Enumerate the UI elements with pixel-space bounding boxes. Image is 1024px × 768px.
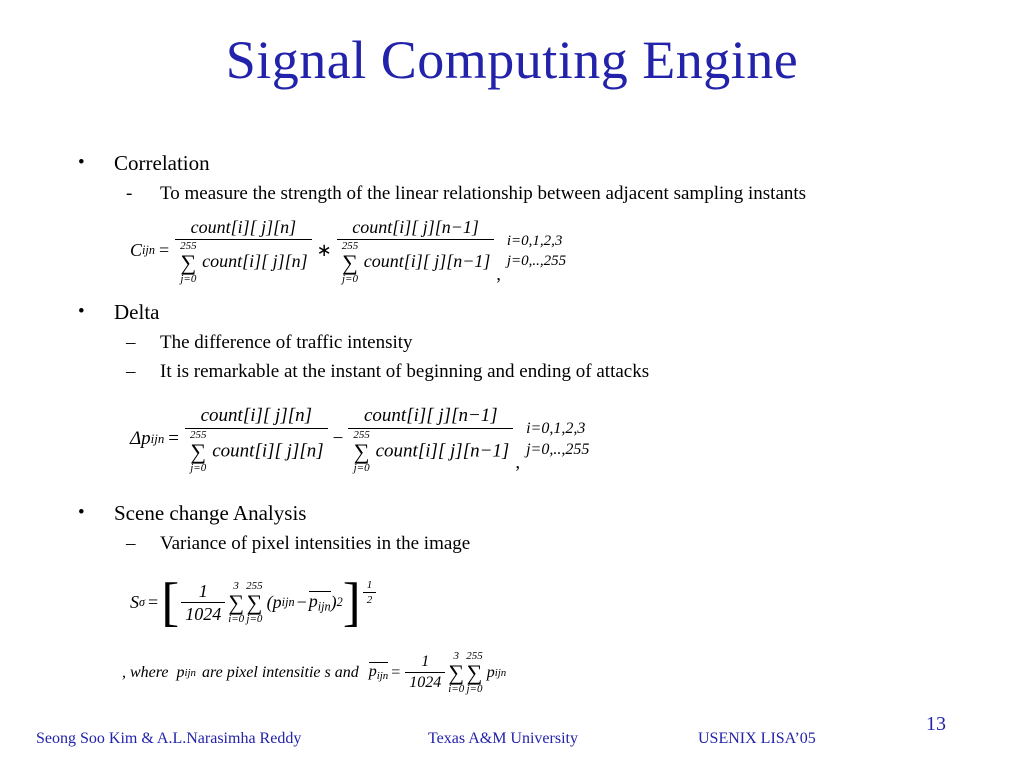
eq-comma: , (496, 263, 501, 284)
eq-equals: = (148, 592, 159, 613)
where-prefix: , where (122, 663, 169, 681)
eq-denominator (185, 428, 328, 474)
eq-numerator: 1 (421, 653, 430, 671)
eq-numerator: count[i][ j][n] (190, 217, 297, 237)
where-pbar (369, 662, 388, 683)
bullet-marker: • (78, 152, 85, 173)
sum-upper-limit: 255 (466, 649, 483, 662)
where-pbar-sub: ijn (376, 670, 389, 683)
term-p: p (272, 592, 282, 613)
eq-fraction-coeff (181, 581, 225, 625)
bullet-scene-change (70, 500, 970, 526)
term-pbar (309, 591, 331, 614)
footer-conference: USENIX LISA’05 (698, 730, 816, 747)
sigma-glyph: ∑ (342, 249, 358, 275)
eq-numerator: count[i][ j][n−1] (363, 404, 498, 426)
sum-lower-limit: i=0 (448, 682, 465, 695)
where-equals: = (391, 663, 401, 681)
sub-bullet-text: It is remarkable at the instant of beginning and ending of attacks (160, 360, 650, 382)
eq-equals: = (158, 240, 170, 261)
sum-upper-limit: 255 (353, 428, 370, 441)
sigma-glyph: ∑ (246, 589, 263, 615)
left-bracket: [ (161, 572, 180, 633)
summation-symbol (353, 430, 370, 474)
bullet-label: Delta (114, 299, 160, 324)
eq-case-2: j=0,..,255 (526, 441, 590, 459)
slide-body (70, 150, 970, 695)
where-tail-p-sub: ijn (494, 666, 507, 679)
sum-upper-limit: 255 (190, 428, 207, 441)
sub-bullet-marker: - (126, 183, 133, 204)
where-pbar-letter: p (368, 663, 377, 681)
sub-bullet-scene-1 (70, 532, 970, 555)
eq-lhs-sub: σ (139, 595, 146, 610)
exp-denominator: 2 (363, 592, 377, 607)
term-minus: − (296, 592, 307, 613)
sigma-glyph: ∑ (448, 659, 465, 685)
eq-denominator (337, 239, 495, 285)
sub-bullet-text: To measure the strength of the linear relationship between adjacent sampling instants (160, 183, 807, 204)
sum-upper-limit: 255 (341, 239, 359, 252)
eq-denominator: 1024 (405, 672, 445, 692)
sub-bullet-marker: – (126, 532, 136, 554)
term-pbar-letter: p (308, 591, 318, 612)
sum-lower-limit: j=0 (246, 612, 263, 625)
sum-body: count[i][ j][n] (202, 250, 308, 271)
footer-authors: Seong Soo Kim & A.L.Narasimha Reddy (36, 730, 302, 747)
equation-delta (130, 405, 970, 474)
eq-denominator (175, 239, 312, 285)
summation-symbol (190, 430, 207, 474)
summation-symbol-outer (228, 581, 244, 625)
term-p-sub: ijn (281, 595, 295, 610)
term-close-paren: ) (330, 592, 337, 613)
eq-fraction-1 (185, 405, 328, 474)
eq-operator: − (332, 428, 344, 450)
sigma-glyph: ∑ (180, 249, 197, 275)
bullet-label: Correlation (114, 151, 210, 175)
sum-lower-limit: j=0 (353, 461, 370, 474)
eq-cases (526, 418, 589, 461)
footer-institution: Texas A&M University (428, 730, 578, 747)
where-mid-text: are pixel intensitie s and (202, 663, 359, 681)
sum-lower-limit: j=0 (466, 682, 483, 695)
equation-where-clause (122, 651, 970, 695)
eq-numerator: 1 (198, 580, 208, 601)
summation-symbol-outer (448, 651, 464, 695)
eq-lhs: S (130, 592, 139, 613)
term-power: 2 (336, 595, 343, 610)
term-pbar-sub: ijn (317, 599, 331, 614)
sum-body: count[i][ j][n] (212, 439, 324, 461)
sub-bullet-text: Variance of pixel intensities in the image (160, 532, 471, 554)
sigma-glyph: ∑ (353, 438, 370, 464)
sum-upper-limit: 255 (246, 579, 263, 592)
summation-symbol-inner (466, 651, 483, 695)
bullet-delta (70, 299, 970, 325)
eq-lhs-sub: ijn (150, 431, 165, 447)
summation-symbol-inner (246, 581, 263, 625)
eq-cases (507, 231, 566, 272)
sum-lower-limit: j=0 (180, 272, 197, 285)
sub-bullet-marker: – (126, 331, 136, 353)
sub-bullet-marker: – (126, 360, 136, 382)
eq-case-2: j=0,..,255 (506, 252, 567, 269)
eq-lhs: C (130, 240, 143, 261)
sub-bullet-delta-1 (70, 331, 970, 354)
equation-scene-variance (130, 572, 970, 633)
eq-fraction-2 (337, 217, 495, 285)
where-p: p (176, 663, 185, 681)
eq-fraction-2 (348, 405, 513, 474)
eq-case-1: i=0,1,2,3 (526, 419, 586, 437)
exp-numerator: 1 (366, 578, 373, 591)
eq-numerator: count[i][ j][n−1] (352, 217, 479, 237)
sigma-glyph: ∑ (228, 589, 245, 615)
sub-bullet-text: The difference of traffic intensity (160, 331, 413, 353)
summation-symbol (342, 241, 359, 285)
eq-lhs: Δp (130, 428, 151, 450)
summation-symbol (180, 241, 197, 285)
sum-body: count[i][ j][n−1] (375, 439, 510, 461)
eq-case-1: i=0,1,2,3 (506, 232, 563, 249)
eq-numerator: count[i][ j][n] (200, 404, 313, 426)
page-number: 13 (926, 713, 946, 735)
bullet-correlation (70, 150, 970, 176)
eq-fraction-1 (175, 217, 312, 285)
sigma-glyph: ∑ (466, 659, 483, 685)
sub-bullet-correlation-1 (70, 182, 970, 205)
eq-denominator (348, 428, 513, 474)
sigma-glyph: ∑ (190, 438, 207, 464)
equation-correlation (130, 217, 970, 285)
sum-upper-limit: 255 (180, 239, 197, 252)
bullet-marker: • (78, 300, 85, 322)
right-bracket: ] (342, 572, 361, 633)
bullet-marker: • (78, 501, 85, 523)
page-title: Signal Computing Engine (225, 30, 799, 90)
outer-exponent (363, 579, 377, 607)
sum-lower-limit: j=0 (190, 461, 207, 474)
eq-lhs-sub: ijn (142, 243, 155, 258)
sub-bullet-delta-2 (70, 360, 970, 383)
sum-upper-limit: 3 (233, 579, 239, 592)
sum-upper-limit: 3 (453, 649, 459, 662)
where-fraction (405, 653, 445, 693)
eq-operator: ∗ (316, 240, 332, 261)
sum-lower-limit: i=0 (228, 612, 245, 625)
sum-lower-limit: j=0 (341, 272, 358, 285)
eq-comma: , (515, 451, 521, 473)
sum-body: count[i][ j][n−1] (363, 250, 491, 271)
where-tail-p: p (486, 663, 495, 681)
eq-denominator: 1024 (181, 602, 225, 625)
bullet-label: Scene change Analysis (114, 500, 307, 525)
term-open-paren: ( (266, 592, 273, 613)
eq-equals: = (168, 428, 179, 450)
where-p-sub: ijn (184, 666, 196, 679)
